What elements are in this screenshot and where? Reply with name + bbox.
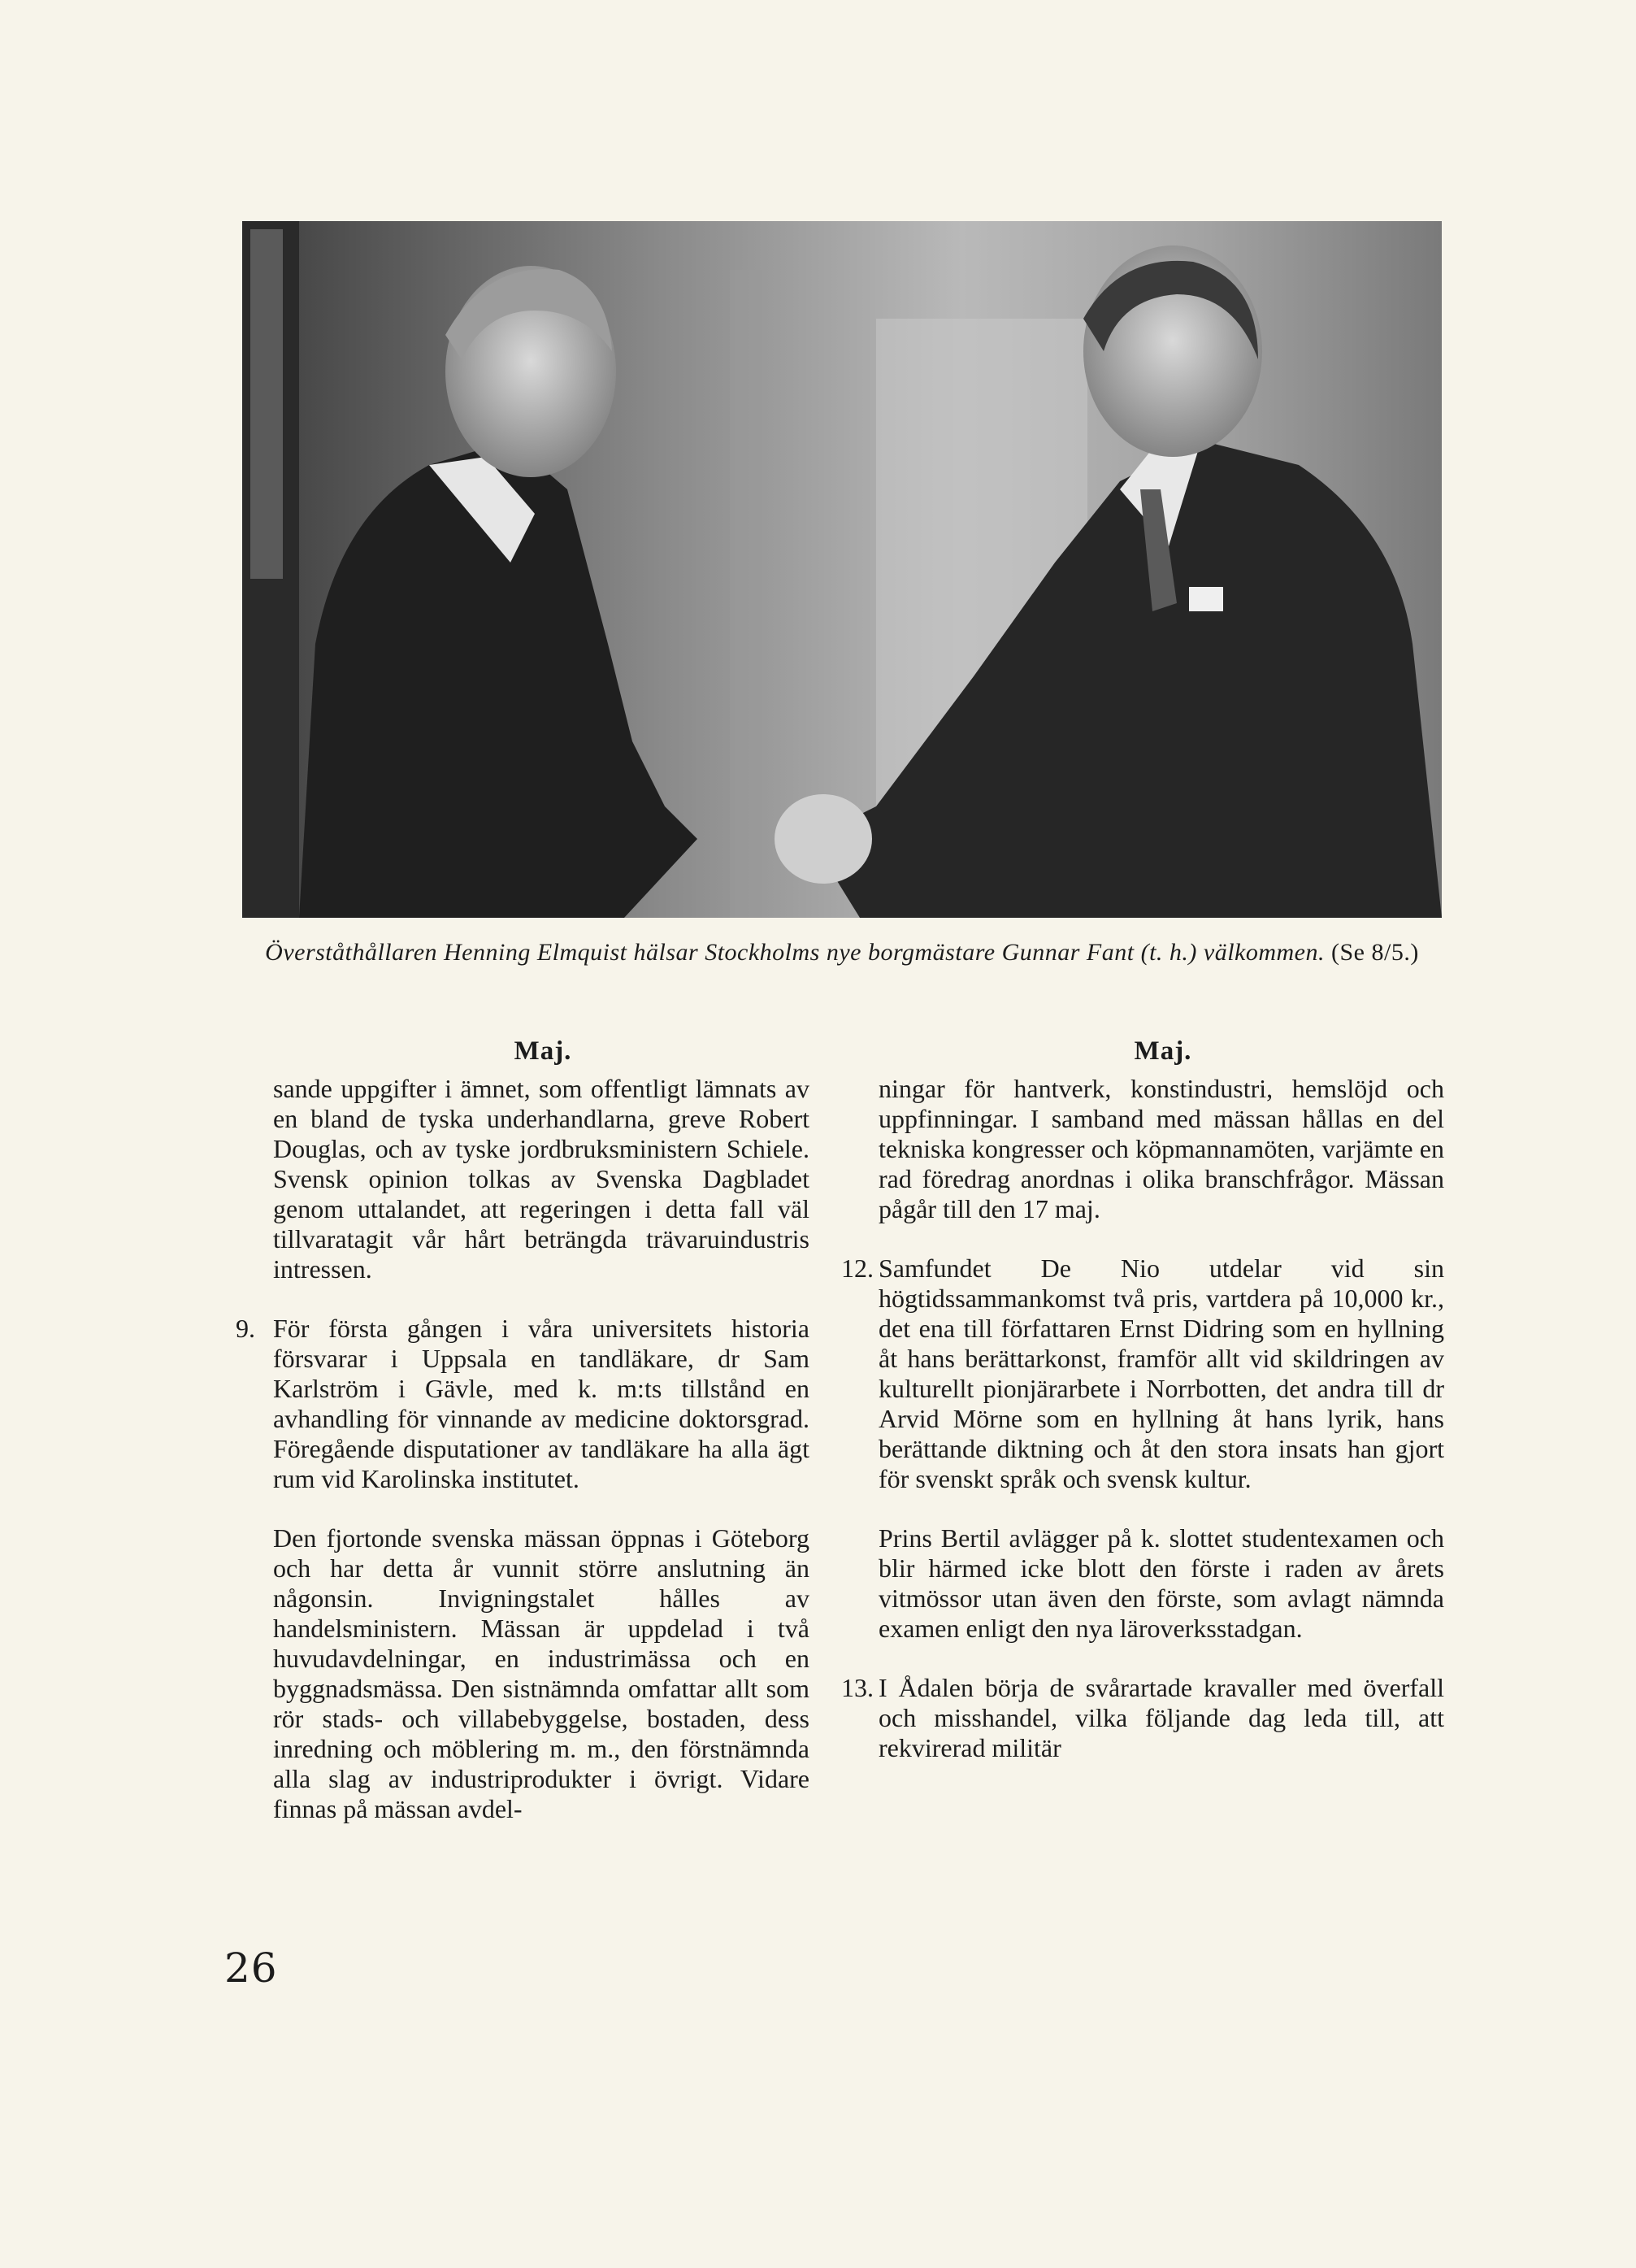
photo-caption <box>195 936 1489 969</box>
left-column <box>236 1036 809 1824</box>
entry-number: 13. <box>841 1673 874 1702</box>
right-column-heading: Maj. <box>1134 1036 1192 1066</box>
entry <box>236 1523 809 1824</box>
page-number: 26 <box>224 1944 278 1992</box>
entry-text: Prins Bertil avlägger på k. slottet studentexamen och blir härmed icke blott den förste i raden av årets vitmössor utan även den förste, som avlagt nämnda examen enligt den nya läroverksstadgan. <box>879 1523 1444 1643</box>
caption-reference: (Se 8/5.) <box>1331 939 1419 966</box>
entry-13 <box>841 1673 1444 1763</box>
left-column-heading: Maj. <box>514 1036 572 1066</box>
entry-text: sande uppgifter i ämnet, som offentligt lämnats av en bland de tyska underhandlarna, greve Robert Douglas, och av tyske jordbruksministern Schiele. Svensk opinion tolkas av Svenska Dagbladet genom uttalandet, att regeringen i detta fall väl tillvaratagit vår hårt beträngda trävaruindustris intressen. <box>273 1074 809 1284</box>
entry-text: Samfundet De Nio utdelar vid sin högtidssammankomst två pris, vartdera på 10,000 kr., det ena till författaren Ernst Didring som en hyllning åt hans berättarkonst, framför allt vid skildringen av kulturellt pionjärarbete i Norrbotten, det andra till dr Arvid Mörne som en hyllning åt hans lyrik, hans berättande diktning och åt den stora insats han gjort för svenskt språk och svensk kultur. <box>879 1253 1444 1493</box>
handshake-photo-icon <box>242 221 1442 918</box>
entry-12 <box>841 1253 1444 1494</box>
entry-number: 12. <box>841 1253 874 1283</box>
entry-text: Den fjortonde svenska mässan öppnas i Göteborg och har detta år vunnit större anslutning än någonsin. Invigningstalet hålles av handelsministern. Mässan är uppdelad i två huvudavdelningar, en industrimässa och en byggnadsmässa. Den sistnämnda omfattar allt som rör stads- och villabebyggelse, bostaden, dess inredning och möblering m. m., den förstnämnda alla slag av industriprodukter i övrigt. Vidare finnas på mässan avdel- <box>273 1523 809 1823</box>
entry-9 <box>236 1314 809 1494</box>
entry-text: För första gången i våra universitets historia försvarar i Uppsala en tandläkare, dr Sam Karlström i Gävle, med k. m:ts tillstånd en avhandling för vinnande av medicine doktorsgrad. Föregående disputationer av tandläkare ha alla ägt rum vid Karolinska institutet. <box>273 1314 809 1493</box>
entry <box>841 1523 1444 1644</box>
photograph <box>242 221 1442 918</box>
entry <box>841 1074 1444 1224</box>
caption-text: Överståthållaren Henning Elmquist hälsar Stockholms nye borgmästare Gunnar Fant (t. h.) välkommen. <box>265 939 1325 966</box>
right-column <box>841 1036 1444 1763</box>
entry-number: 9. <box>236 1314 255 1343</box>
entry <box>236 1074 809 1284</box>
entry-text: I Ådalen börja de svårartade kravaller med överfall och misshandel, vilka följande dag leda till, att rekvirerad militär <box>879 1673 1444 1762</box>
entry-text: ningar för hantverk, konstindustri, hemslöjd och uppfinningar. I samband med mässan hållas en del tekniska kongresser och köpmannamöten, varjämte en rad föredrag anordnas i olika branschfrågor. Mässan pågår till den 17 maj. <box>879 1074 1444 1223</box>
